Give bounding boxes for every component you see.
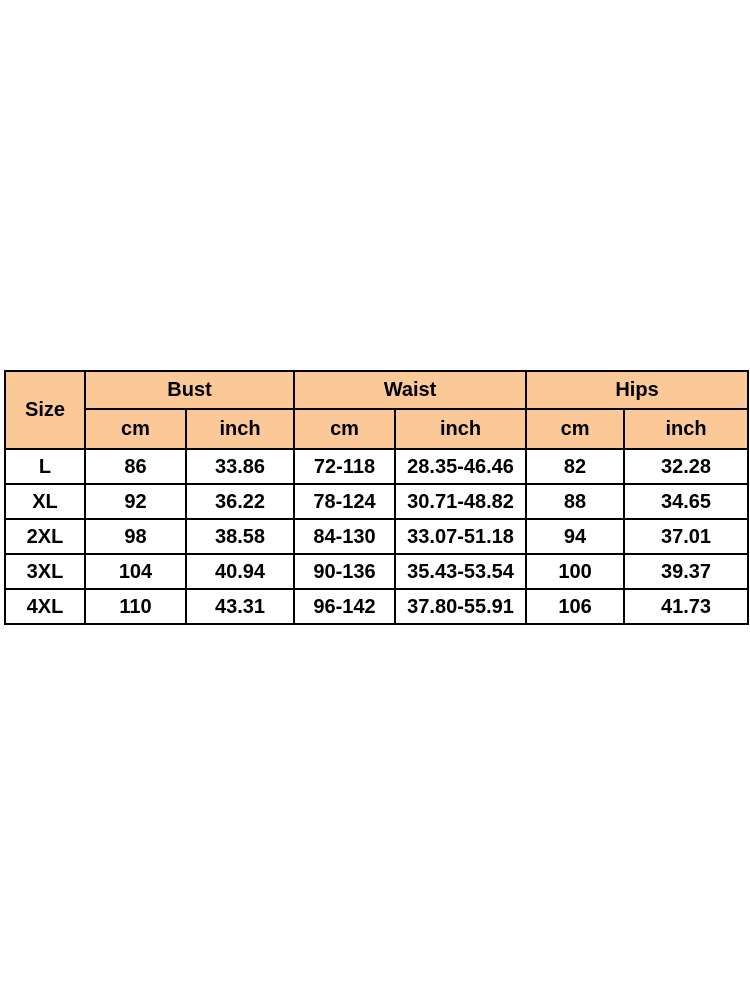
hips-inch-cell: 39.37: [624, 554, 748, 589]
size-chart-table: [4, 370, 749, 625]
bust-inch-cell: 33.86: [186, 449, 294, 484]
hips-cm-cell: 88: [526, 484, 624, 519]
table-row: [5, 449, 748, 484]
waist-cm-cell: 90-136: [294, 554, 395, 589]
waist-inch-header: inch: [395, 409, 526, 449]
waist-inch-cell: 33.07-51.18: [395, 519, 526, 554]
size-header: Size: [5, 371, 85, 449]
table-row: [5, 554, 748, 589]
table-row: [5, 484, 748, 519]
hips-inch-cell: 32.28: [624, 449, 748, 484]
waist-inch-cell: 35.43-53.54: [395, 554, 526, 589]
size-cell: 4XL: [5, 589, 85, 624]
waist-inch-cell: 28.35-46.46: [395, 449, 526, 484]
hips-inch-cell: 41.73: [624, 589, 748, 624]
waist-cm-cell: 84-130: [294, 519, 395, 554]
table-row: [5, 589, 748, 624]
waist-inch-cell: 30.71-48.82: [395, 484, 526, 519]
bust-inch-cell: 38.58: [186, 519, 294, 554]
waist-inch-cell: 37.80-55.91: [395, 589, 526, 624]
header-row-units: [5, 409, 748, 449]
hips-header: Hips: [526, 371, 748, 409]
bust-inch-cell: 36.22: [186, 484, 294, 519]
waist-cm-header: cm: [294, 409, 395, 449]
waist-cm-cell: 78-124: [294, 484, 395, 519]
bust-cm-header: cm: [85, 409, 186, 449]
size-cell: XL: [5, 484, 85, 519]
size-cell: 2XL: [5, 519, 85, 554]
hips-cm-header: cm: [526, 409, 624, 449]
size-cell: L: [5, 449, 85, 484]
table-row: [5, 519, 748, 554]
bust-cm-cell: 92: [85, 484, 186, 519]
bust-inch-cell: 43.31: [186, 589, 294, 624]
hips-cm-cell: 94: [526, 519, 624, 554]
bust-cm-cell: 98: [85, 519, 186, 554]
bust-cm-cell: 86: [85, 449, 186, 484]
size-cell: 3XL: [5, 554, 85, 589]
hips-cm-cell: 82: [526, 449, 624, 484]
bust-inch-cell: 40.94: [186, 554, 294, 589]
hips-inch-cell: 34.65: [624, 484, 748, 519]
waist-header: Waist: [294, 371, 526, 409]
waist-cm-cell: 96-142: [294, 589, 395, 624]
header-row-groups: [5, 371, 748, 409]
waist-cm-cell: 72-118: [294, 449, 395, 484]
bust-inch-header: inch: [186, 409, 294, 449]
bust-cm-cell: 110: [85, 589, 186, 624]
hips-inch-cell: 37.01: [624, 519, 748, 554]
bust-header: Bust: [85, 371, 294, 409]
bust-cm-cell: 104: [85, 554, 186, 589]
hips-cm-cell: 100: [526, 554, 624, 589]
hips-inch-header: inch: [624, 409, 748, 449]
hips-cm-cell: 106: [526, 589, 624, 624]
